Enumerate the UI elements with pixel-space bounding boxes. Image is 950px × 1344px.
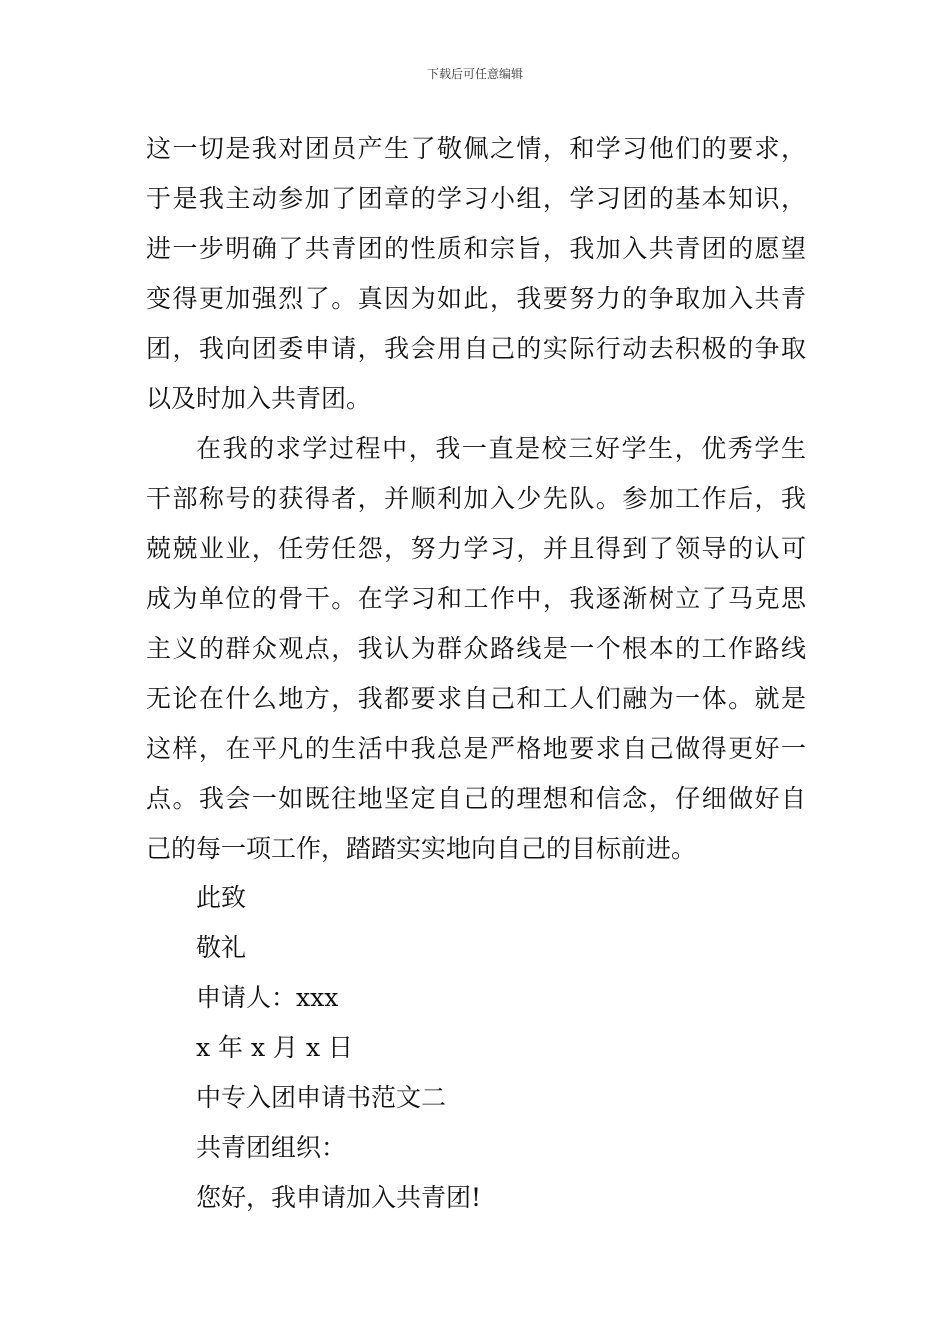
- date-line: x 年 x 月 x 日: [196, 1033, 354, 1062]
- page-header-note: 下载后可任意编辑: [426, 67, 523, 81]
- paragraph-line: 在我的求学过程中，我一直是校三好学生，优秀学生: [196, 434, 806, 463]
- paragraph-line: 干部称号的获得者，并顺利加入少先队。参加工作后，我: [146, 484, 806, 513]
- paragraph-line: 无论在什么地方，我都要求自己和工人们融为一体。就是: [146, 684, 806, 713]
- applicant-line: 申请人：xxx: [196, 983, 339, 1012]
- paragraph-line: 兢兢业业，任劳任怨，努力学习，并且得到了领导的认可: [146, 534, 806, 563]
- paragraph-line: 这样，在平凡的生活中我总是严格地要求自己做得更好一: [146, 734, 806, 763]
- paragraph-line: 点。我会一如既往地坚定自己的理想和信念，仔细做好自: [146, 784, 806, 813]
- paragraph-line: 这一切是我对团员产生了敬佩之情，和学习他们的要求，: [146, 134, 806, 163]
- greeting-line: 您好，我申请加入共青团!: [196, 1183, 482, 1212]
- closing-text: 此致: [196, 883, 247, 912]
- paragraph-line: 进一步明确了共青团的性质和宗旨，我加入共青团的愿望: [146, 234, 806, 263]
- section-title: 中专入团申请书范文二: [196, 1083, 447, 1112]
- paragraph-line: 以及时加入共青团。: [146, 384, 372, 413]
- paragraph-line: 变得更加强烈了。真因为如此，我要努力的争取加入共青: [146, 284, 806, 313]
- salutation-line: 共青团组织：: [196, 1133, 347, 1162]
- paragraph-line: 成为单位的骨干。在学习和工作中，我逐渐树立了马克思: [146, 584, 806, 613]
- paragraph-line: 己的每一项工作，踏踏实实地向自己的目标前进。: [146, 834, 697, 863]
- paragraph-line: 主义的群众观点，我认为群众路线是一个根本的工作路线: [146, 634, 806, 663]
- paragraph-line: 于是我主动参加了团章的学习小组，学习团的基本知识，: [146, 184, 806, 213]
- paragraph-line: 团，我向团委申请，我会用自己的实际行动去积极的争取: [146, 334, 806, 363]
- salute-text: 敬礼: [196, 933, 247, 962]
